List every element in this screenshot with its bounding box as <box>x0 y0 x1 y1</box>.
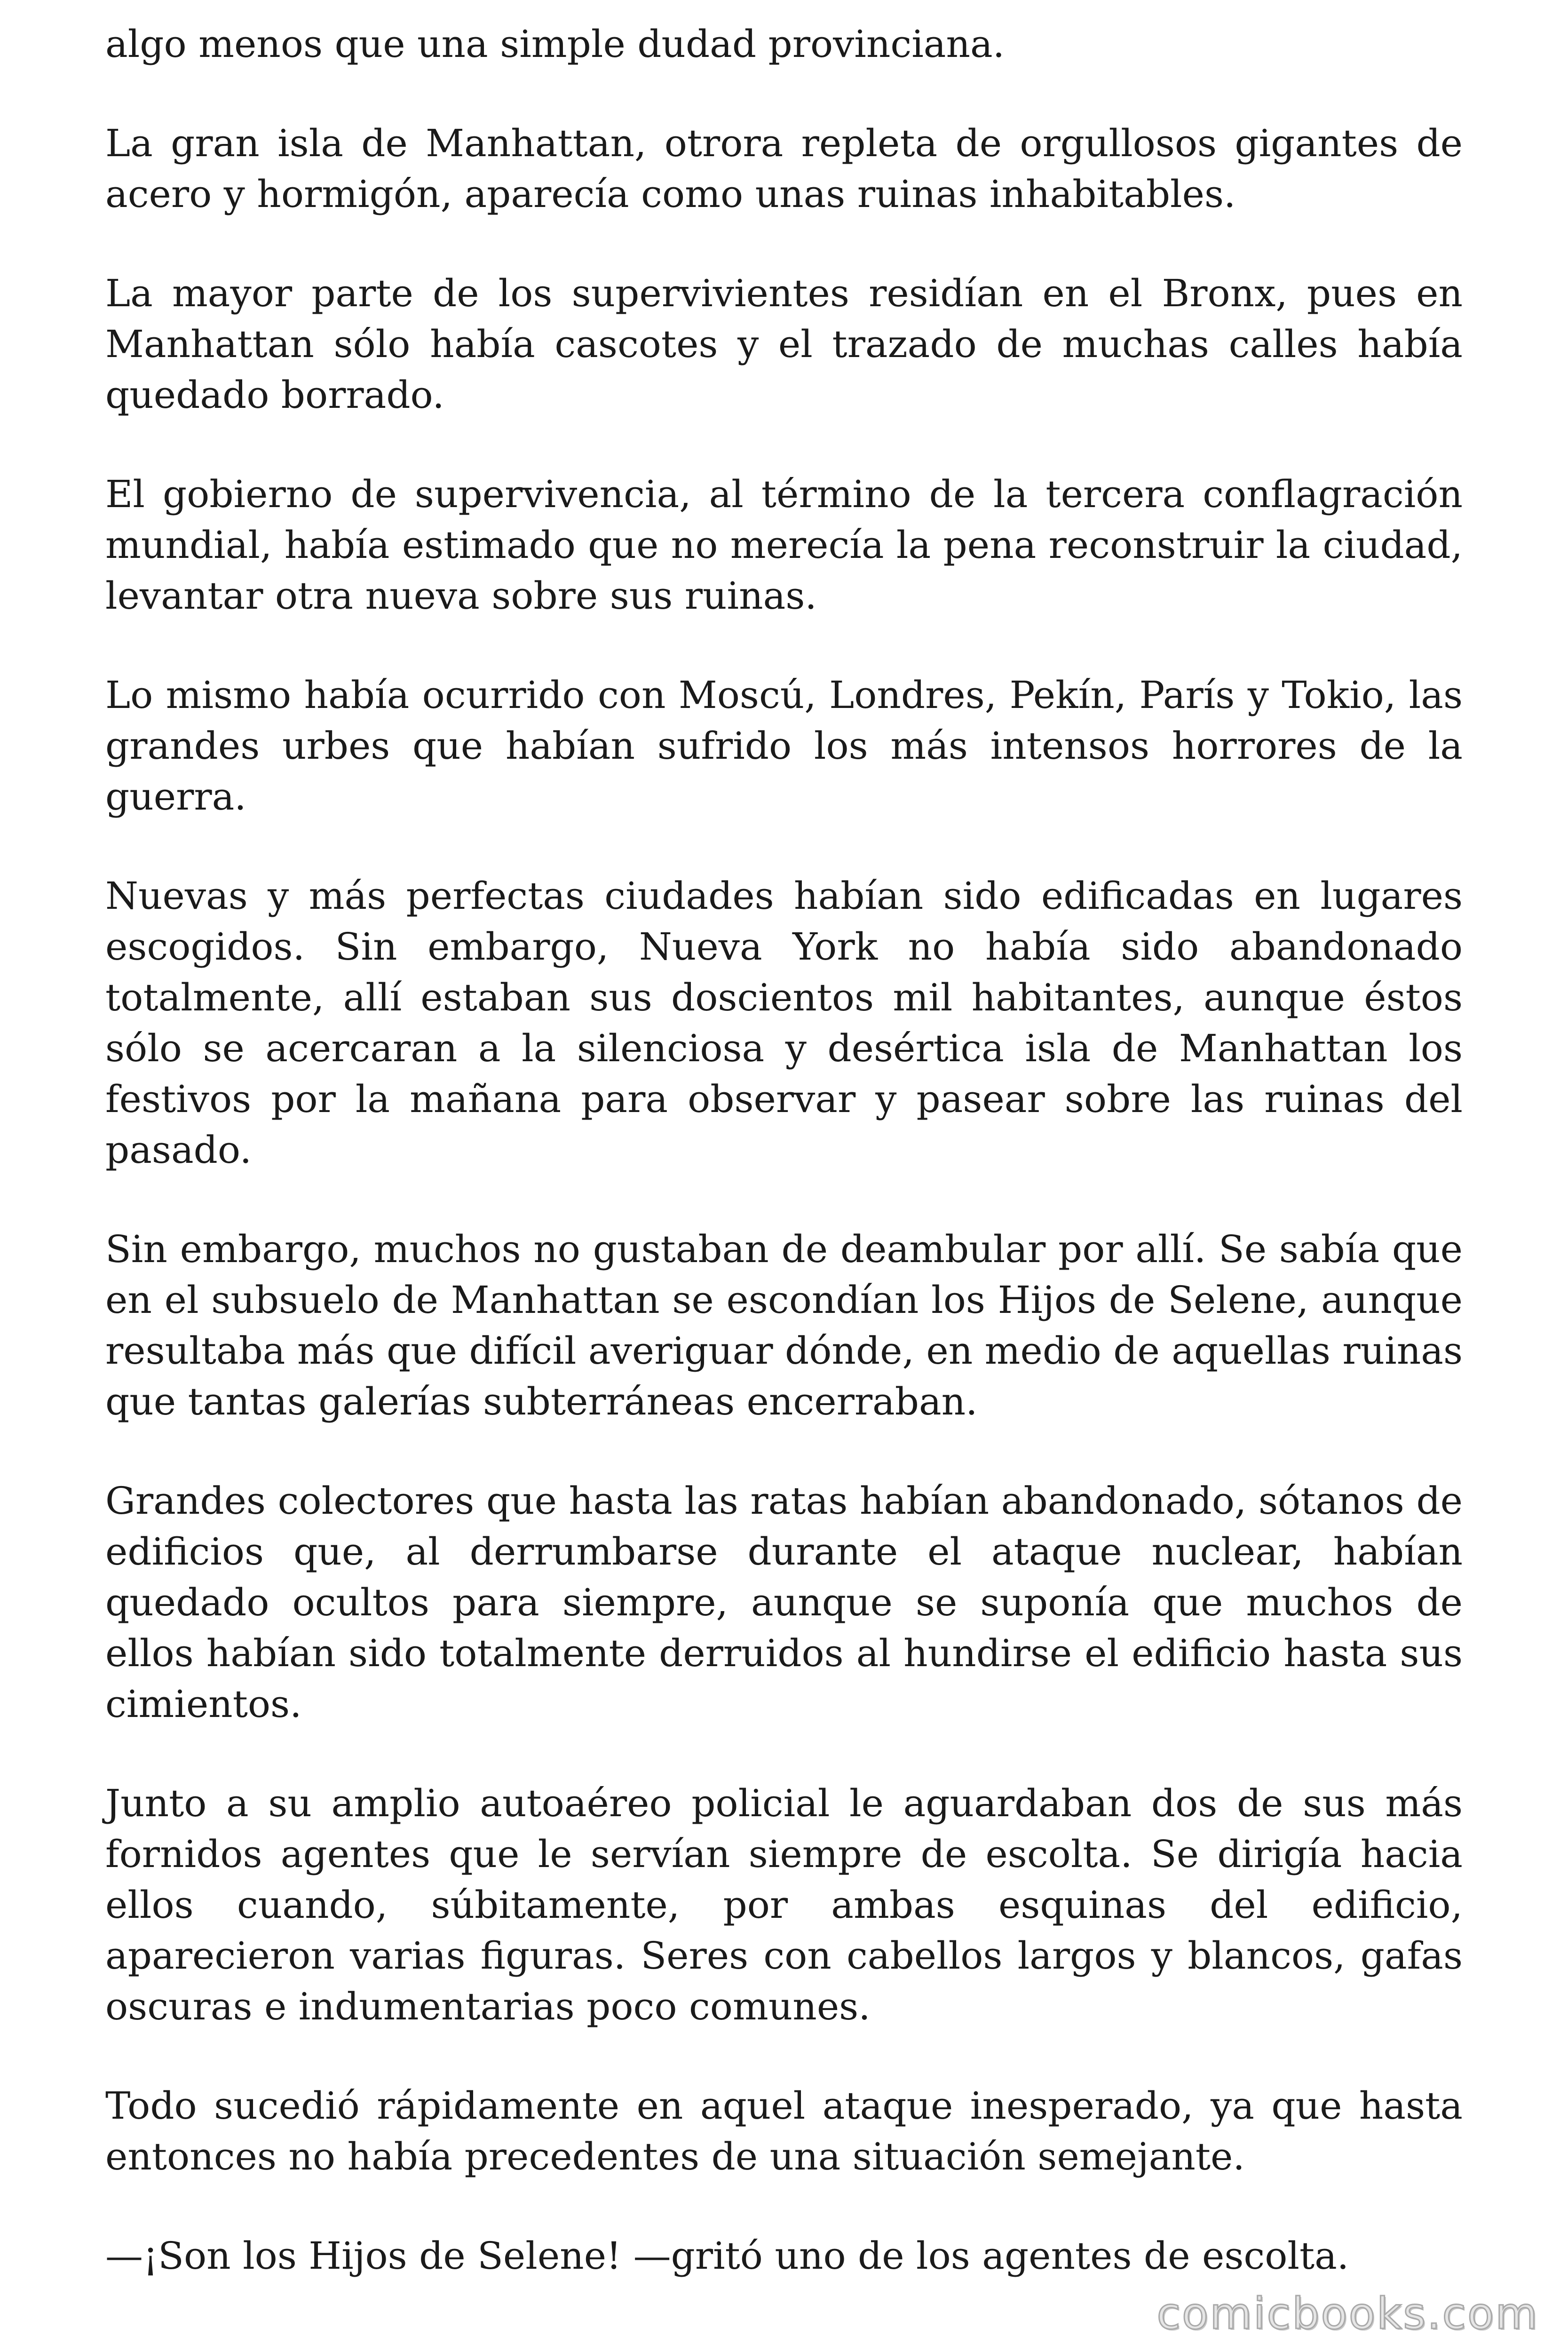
paragraph: Junto a su amplio autoaéreo policial le aguardaban dos de sus más fornidos agentes que le servían siempre de escolta. Se dirigía hacia ellos cuando, súbitamente, por ambas esquinas del edificio, aparecieron varias figuras. Seres con cabellos largos y blancos, gafas oscuras e indumentarias poco comunes. <box>105 1781 1463 2028</box>
paragraph: La mayor parte de los supervivientes residían en el Bronx, pues en Manhattan sólo había cascotes y el trazado de muchas calles había quedado borrado. <box>105 271 1463 417</box>
watermark: comicbooks.com <box>1156 2288 1539 2339</box>
paragraph: Lo mismo había ocurrido con Moscú, Londres, Pekín, París y Tokio, las grandes urbes que habían sufrido los más intensos horrores de la guerra. <box>105 673 1463 818</box>
document-page <box>105 19 1463 2281</box>
paragraph: El gobierno de supervivencia, al término de la tercera conflagración mundial, había estimado que no merecía la pena reconstruir la ciudad, levantar otra nueva sobre sus ruinas. <box>105 472 1463 618</box>
paragraph: Todo sucedió rápidamente en aquel ataque inesperado, ya que hasta entonces no había precedentes de una situación semejante. <box>105 2084 1463 2178</box>
paragraph: La gran isla de Manhattan, otrora repleta de orgullosos gigantes de acero y hormigón, aparecía como unas ruinas inhabitables. <box>105 121 1463 216</box>
paragraph: —¡Son los Hijos de Selene! —gritó uno de los agentes de escolta. <box>105 2234 1349 2278</box>
paragraph: Sin embargo, muchos no gustaban de deambular por allí. Se sabía que en el subsuelo de Manhattan se escondían los Hijos de Selene, aunque resultaba más que difícil averiguar dónde, en medio de aquellas ruinas que tantas galerías subterráneas encerraban. <box>105 1227 1463 1423</box>
paragraph: Grandes colectores que hasta las ratas habían abandonado, sótanos de edificios que, al derrumbarse durante el ataque nuclear, habían quedado ocultos para siempre, aunque se suponía que muchos de ellos habían sido totalmente derruidos al hundirse el edificio hasta sus cimientos. <box>105 1479 1463 1726</box>
paragraph: Nuevas y más perfectas ciudades habían sido edificadas en lugares escogidos. Sin embargo, Nueva York no había sido abandonado totalmente, allí estaban sus doscientos mil habitantes, aunque éstos sólo se acercaran a la silenciosa y desértica isla de Manhattan los festivos por la mañana para observar y pasear sobre las ruinas del pasado. <box>105 874 1463 1172</box>
paragraph: algo menos que una simple dudad provinciana. <box>105 22 1005 66</box>
